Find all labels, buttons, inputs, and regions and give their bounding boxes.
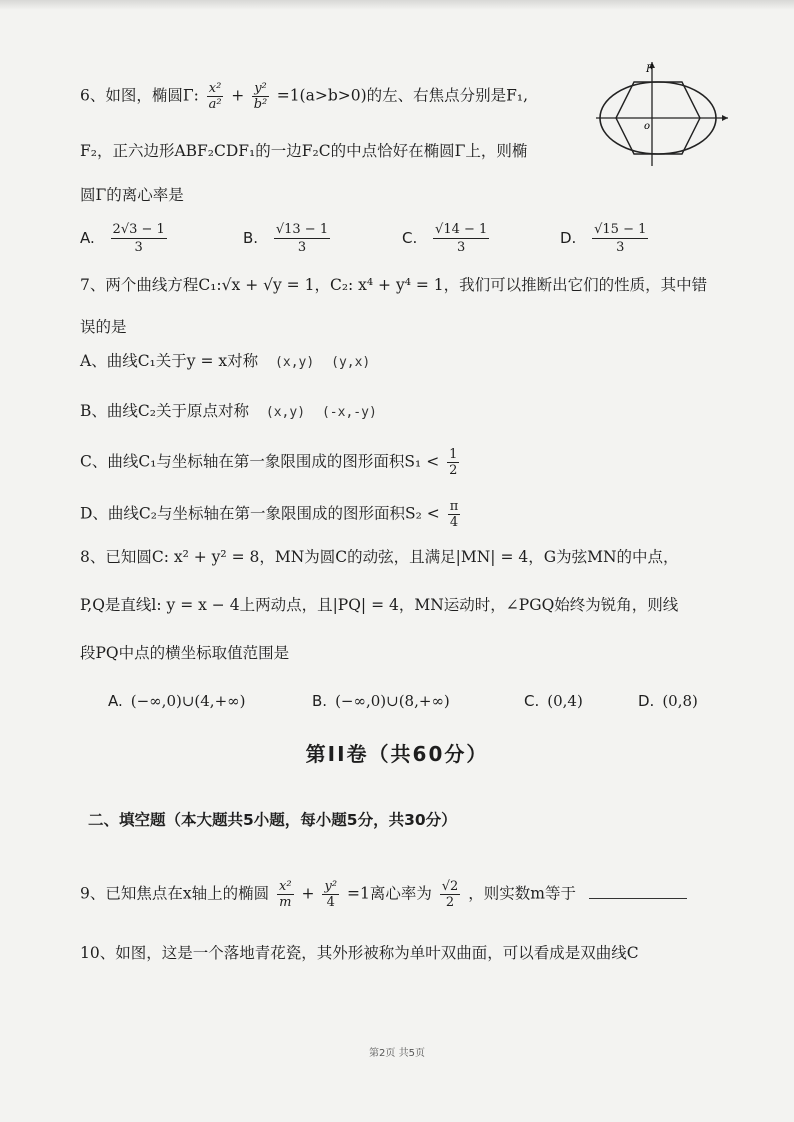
q7-option-c-text: C、曲线C₁与坐标轴在第一象限围成的图形面积S₁ < xyxy=(80,452,440,471)
q6-option-c-value: $\frac{√14 - 1}{3}$ xyxy=(435,222,488,255)
q6-option-b-value: $\frac{√13 - 1}{3}$ xyxy=(275,222,329,255)
q9-text-post: ，则实数m等于 xyxy=(468,884,576,903)
label-origin: o xyxy=(644,121,651,132)
q7-option-d-bound: $\frac{\pi}{4}$ xyxy=(449,499,459,530)
page-footer: 第2页 共5页 xyxy=(369,1048,425,1059)
q7-option-a xyxy=(80,354,370,370)
q9-eccentricity: $\frac{√2}{2}$ xyxy=(441,879,459,910)
q8-option-d: D. (0,8) xyxy=(638,692,698,710)
answer-blank[interactable] xyxy=(589,897,687,899)
ellipse-hexagon-figure xyxy=(594,58,732,170)
q8-option-b: B. (−∞,0)∪(8,+∞) xyxy=(312,692,450,710)
q9-line xyxy=(80,880,687,909)
q7-line2: 误的是 xyxy=(80,318,127,336)
q7-option-b xyxy=(80,404,377,420)
handwriting-b1: (x,y) xyxy=(265,405,306,420)
q6-option-b: B. $\frac{√13 - 1}{3}$ xyxy=(243,222,329,255)
q9-frac-y: $\frac{\text{y²}}{4}$ xyxy=(324,879,338,910)
q9-text-mid: =1离心率为 xyxy=(346,884,432,903)
q8-option-a: A. (−∞,0)∪(4,+∞) xyxy=(108,692,246,710)
q9-plus: + xyxy=(301,884,315,903)
scan-edge xyxy=(0,0,794,10)
q7-option-a-text: A、曲线C₁关于y = x对称 xyxy=(80,352,259,370)
q6-plus: + xyxy=(231,86,245,105)
q6-option-d-value: $\frac{√15 - 1}{3}$ xyxy=(594,222,647,255)
q8-line1: 8、已知圆C: x² + y² = 8，MN为圆C的动弦，且满足|MN| = 4，G为弦MN的中点， xyxy=(80,548,679,566)
x-axis-arrow xyxy=(722,115,728,121)
q6-line3: 圆Γ的离心率是 xyxy=(80,186,184,204)
label-F: F xyxy=(646,64,653,75)
q7-option-c-bound: $\frac{1}{2}$ xyxy=(449,447,458,478)
q8-option-c: C. (0,4) xyxy=(524,692,583,710)
handwriting-a1: (x,y) xyxy=(275,355,315,370)
q7-line1: 7、两个曲线方程C₁:√x + √y = 1，C₂: x⁴ + y⁴ = 1，我们可以推断出它们的性质，其中错 xyxy=(80,276,708,294)
q10-line1: 10、如图，这是一个落地青花瓷，其外形被称为单叶双曲面，可以看成是双曲线C xyxy=(80,944,639,962)
q6-option-a-value: $\frac{2√3 - 1}{3}$ xyxy=(112,222,165,255)
q7-option-c xyxy=(80,448,462,477)
q9-frac-x: $\frac{\text{x²}}{m}$ xyxy=(279,879,292,910)
section-heading: 二、填空题（本大题共5小题，每小题5分，共30分） xyxy=(88,811,457,829)
q6-option-c: C. $\frac{√14 - 1}{3}$ xyxy=(402,222,488,255)
q6-frac-y: $\frac{\text{y²}}{\text{b²}}$ xyxy=(253,81,268,112)
handwriting-b2: (-x,-y) xyxy=(321,405,377,420)
q6-line2: F₂，正六边形ABF₂CDF₁的一边F₂C的中点恰好在椭圆Γ上，则椭 xyxy=(80,142,528,160)
section-title: 第II卷（共60分） xyxy=(305,742,489,766)
q6-option-a: A. $\frac{2√3 - 1}{3}$ xyxy=(80,222,165,255)
q6-line1 xyxy=(80,82,528,111)
q7-option-b-text: B、曲线C₂关于原点对称 xyxy=(80,402,249,420)
q7-option-d-text: D、曲线C₂与坐标轴在第一象限围成的图形面积S₂ < xyxy=(80,504,440,523)
q6-text-b: =1(a>b>0)的左、右焦点分别是F₁, xyxy=(276,86,529,105)
q7-option-d xyxy=(80,500,463,529)
q6-text-a: 6、如图，椭圆Γ: xyxy=(80,86,199,105)
q8-line3: 段PQ中点的横坐标取值范围是 xyxy=(80,644,290,662)
q9-text-pre: 9、已知焦点在x轴上的椭圆 xyxy=(80,884,270,903)
q8-line2: P,Q是直线l: y = x − 4上两动点，且|PQ| = 4，MN运动时，∠PGQ始终为锐角，则线 xyxy=(80,596,679,614)
q6-frac-x: $\frac{\text{x²}}{\text{a²}}$ xyxy=(208,81,222,112)
q6-option-d: D. $\frac{√15 - 1}{3}$ xyxy=(560,222,647,255)
handwriting-a2: (y,x) xyxy=(331,355,371,370)
